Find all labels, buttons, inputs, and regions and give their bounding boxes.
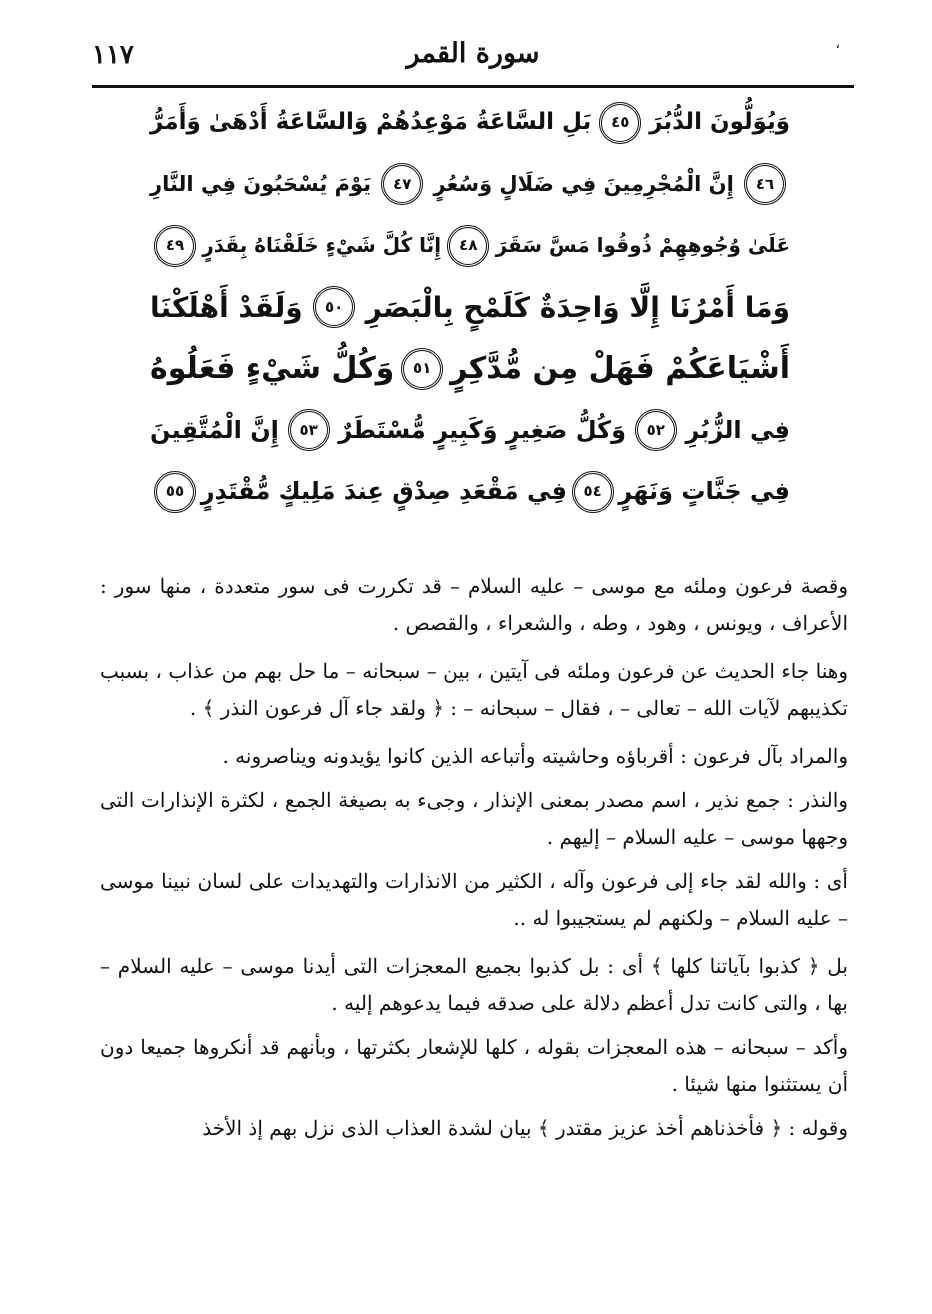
ayah-number-marker: ٤٨ xyxy=(447,225,489,267)
quran-verses-block xyxy=(150,92,790,523)
verse-text: فِي مَقْعَدِ صِدْقٍ عِندَ مَلِيكٍ مُّقْتَدِرٍ xyxy=(200,477,567,505)
verse-text: أَشْيَاعَكُمْ فَهَلْ مِن مُّدَّكِرٍ xyxy=(450,351,790,386)
ayah-number-marker: ٥٢ xyxy=(635,409,677,451)
ayah-number-marker: ٥١ xyxy=(401,348,443,390)
commentary-paragraph: وأكد – سبحانه – هذه المعجزات بقوله ، كلها للإشعار بكثرتها ، وبأنهم قد أنكروها جميعا دون أن يستثنوا منها شيئا . xyxy=(100,1035,848,1096)
verse-text: فِي جَنَّاتٍ وَنَهَرٍ xyxy=(618,477,790,505)
ayah-number-marker: ٥٠ xyxy=(313,286,355,328)
corner-mark: ، xyxy=(835,36,840,52)
verse-text: عَلَىٰ وُجُوهِهِمْ ذُوقُوا مَسَّ سَقَرَ xyxy=(495,233,790,257)
verse-text: وَكُلُّ شَيْءٍ فَعَلُوهُ xyxy=(150,351,395,386)
header-rule xyxy=(92,85,854,88)
verse-text: إِنَّ الْمُتَّقِينَ xyxy=(150,415,279,444)
commentary-paragraph: وقوله : ﴿ فأخذناهم أخذ عزيز مقتدر ﴾ بيان لشدة العذاب الذى نزل بهم إذ الأخذ xyxy=(202,1116,848,1140)
commentary-paragraph: أى : والله لقد جاء إلى فرعون وآله ، الكثير من الانذارات والتهديدات على لسان نبينا موسى – عليه السلام – ولكنهم لم يستجيبوا له .. xyxy=(100,869,848,930)
page-number: ١١٧ xyxy=(92,40,134,70)
commentary-paragraph: وهنا جاء الحديث عن فرعون وملئه فى آيتين ، بين – سبحانه – ما حل بهم من عذاب ، بسبب تكذيبهم لآيات الله – تعالى – ، فقال – سبحانه – : ﴿ ولقد جاء آل فرعون النذر ﴾ . xyxy=(100,659,848,720)
verse-text: إِنَّا كُلَّ شَيْءٍ خَلَقْنَاهُ بِقَدَرٍ xyxy=(202,233,442,257)
sura-title: سورة القمر xyxy=(406,38,540,69)
ayah-number-marker: ٤٩ xyxy=(154,225,196,267)
verse-text: فِي الزُّبُرِ xyxy=(685,415,790,444)
ayah-number-marker: ٤٥ xyxy=(599,102,641,144)
commentary-paragraph: والمراد بآل فرعون : أقرباؤه وحاشيته وأتباعه الذين كانوا يؤيدونه ويناصرونه . xyxy=(222,744,848,768)
verse-text: وَلَقَدْ أَهْلَكْنَا xyxy=(150,290,303,324)
ayah-number-marker: ٥٥ xyxy=(154,471,196,513)
verse-text: وَيُوَلُّونَ الدُّبُرَ xyxy=(649,109,790,135)
ayah-number-marker: ٥٤ xyxy=(572,471,614,513)
commentary-paragraph: وقصة فرعون وملئه مع موسى – عليه السلام – قد تكررت فى سور متعددة ، منها سور : الأعراف ، ويونس ، وهود ، وطه ، والشعراء ، والقصص . xyxy=(100,574,849,635)
verse-text: وَكُلُّ صَغِيرٍ وَكَبِيرٍ مُّسْتَطَرٌ xyxy=(338,415,627,444)
ayah-number-marker: ٥٣ xyxy=(288,409,330,451)
verse-line xyxy=(150,154,790,216)
verse-line xyxy=(150,215,790,277)
page-header xyxy=(92,34,854,80)
verse-line xyxy=(150,277,790,339)
verse-line xyxy=(150,400,790,462)
commentary-block xyxy=(100,568,848,1158)
ayah-number-marker: ٤٧ xyxy=(381,163,423,205)
verse-line xyxy=(150,92,790,154)
commentary-paragraph: والنذر : جمع نذير ، اسم مصدر بمعنى الإنذار ، وجىء به بصيغة الجمع ، لكثرة الإنذارات التى وجهها موسى – عليه السلام – إليهم . xyxy=(100,788,848,849)
verse-text: بَلِ السَّاعَةُ مَوْعِدُهُمْ وَالسَّاعَةُ أَدْهَىٰ وَأَمَرُّ xyxy=(150,109,592,135)
verse-text: وَمَا أَمْرُنَا إِلَّا وَاحِدَةٌ كَلَمْحٍ بِالْبَصَرِ xyxy=(365,290,790,324)
verse-text: يَوْمَ يُسْحَبُونَ فِي النَّارِ xyxy=(150,171,372,196)
ayah-number-marker: ٤٦ xyxy=(744,163,786,205)
verse-line xyxy=(150,461,790,523)
verse-line xyxy=(150,338,790,400)
verse-text: إِنَّ الْمُجْرِمِينَ فِي ضَلَالٍ وَسُعُرٍ xyxy=(433,171,734,196)
commentary-paragraph: بل ﴿ كذبوا بآياتنا كلها ﴾ أى : بل كذبوا بجميع المعجزات التى أيدنا موسى – عليه السلام – بها ، والتى كانت تدل أعظم دلالة على صدقه فيما يدعوهم إليه . xyxy=(100,954,848,1015)
